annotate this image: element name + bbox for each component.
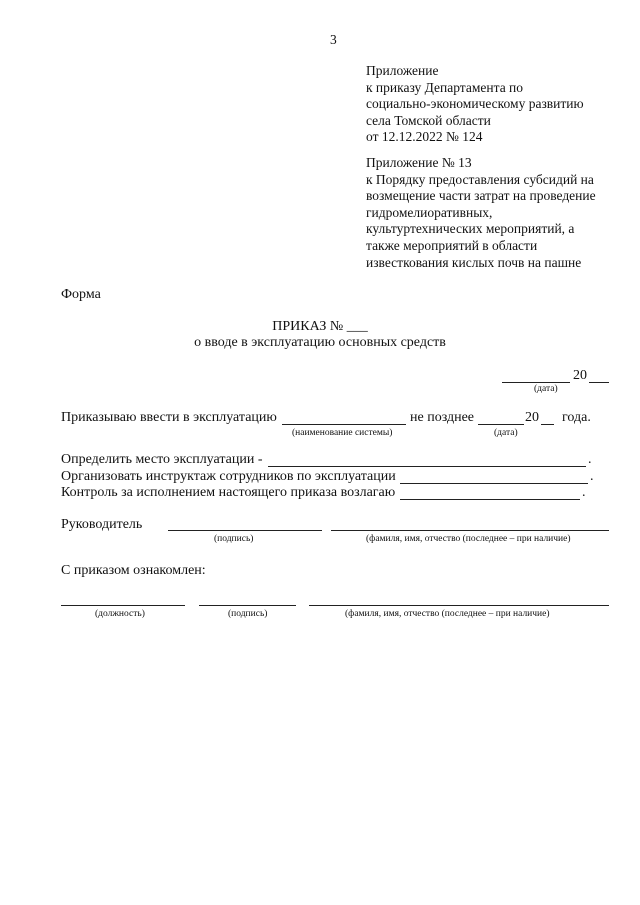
deadline-year-blank — [541, 424, 554, 425]
order-subtitle: о вводе в эксплуатацию основных средств — [194, 335, 446, 350]
date-year-prefix: 20 — [573, 368, 587, 383]
system-name-blank — [282, 424, 406, 425]
appendix-header-line: к приказу Департамента по — [366, 79, 524, 95]
appendix-13-line: гидромелиоративных, — [366, 204, 493, 220]
deadline-date-blank — [478, 424, 524, 425]
date-year-blank — [589, 382, 609, 383]
appendix-header-line: от 12.12.2022 № 124 — [366, 129, 483, 145]
acquainted-name-blank — [309, 605, 609, 606]
appendix-header-line: социально-экономическому развитию — [366, 96, 584, 112]
form-label: Форма — [61, 287, 101, 302]
head-signature-hint: (подпись) — [214, 534, 254, 544]
appendix-header-line: Приложение — [366, 63, 439, 78]
acquainted-position-blank — [61, 605, 185, 606]
appendix-13-header — [366, 155, 596, 271]
head-signature-blank — [168, 530, 322, 531]
instruction-training-dot: . — [590, 469, 594, 484]
head-label: Руководитель — [61, 517, 143, 532]
acquainted-signature-hint: (подпись) — [228, 609, 268, 619]
system-name-hint: (наименование системы) — [292, 428, 393, 438]
order-title: ПРИКАЗ № ___ — [272, 319, 368, 334]
head-name-hint: (фамиля, имя, отчество (последнее – при наличие) — [366, 534, 571, 544]
order-statement-prefix: Приказываю ввести в эксплуатацию — [61, 410, 277, 425]
appendix-header — [366, 63, 584, 146]
instruction-place: Определить место эксплуатации - — [61, 452, 263, 467]
appendix-13-line: культуртехнических мероприятий, а — [366, 221, 575, 237]
training-blank — [400, 483, 588, 484]
date-day-month-blank — [502, 382, 570, 383]
instruction-control: Контроль за исполнением настоящего приказа возлагаю — [61, 485, 396, 500]
acquainted-signature-blank — [199, 605, 296, 606]
acquainted-name-hint: (фамиля, имя, отчество (последнее – при наличие) — [345, 609, 550, 619]
place-blank — [268, 466, 586, 467]
instruction-place-dot: . — [588, 452, 592, 467]
appendix-13-line: к Порядку предоставления субсидий на — [366, 171, 594, 187]
deadline-date-hint: (дата) — [494, 428, 518, 438]
instruction-training: Организовать инструктаж сотрудников по эксплуатации — [61, 469, 396, 484]
page-number: 3 — [330, 32, 337, 47]
order-statement-middle: не позднее — [410, 410, 475, 425]
instruction-control-dot: . — [582, 485, 586, 500]
appendix-header-line: села Томской области — [366, 112, 491, 128]
order-statement-suffix: года. — [562, 410, 591, 425]
date-hint: (дата) — [534, 384, 558, 394]
deadline-year-prefix: 20 — [525, 410, 539, 425]
control-blank — [400, 499, 580, 500]
appendix-13-line: Приложение № 13 — [366, 155, 472, 170]
acquainted-label: С приказом ознакомлен: — [61, 563, 206, 578]
appendix-13-line: также мероприятий в области — [366, 237, 538, 253]
appendix-13-line: известкования кислых почв на пашне — [366, 254, 582, 270]
head-name-blank — [331, 530, 609, 531]
acquainted-position-hint: (должность) — [95, 609, 145, 619]
appendix-13-line: возмещение части затрат на проведение — [366, 188, 596, 204]
